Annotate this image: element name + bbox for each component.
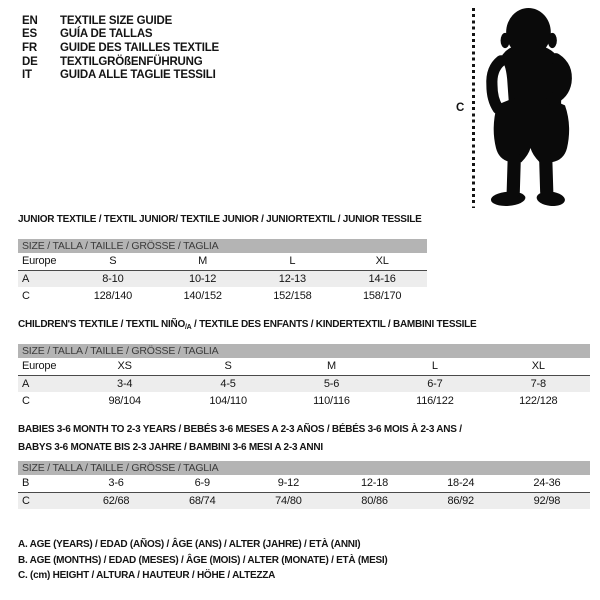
table-row-height (18, 492, 590, 509)
cell: S (176, 358, 279, 375)
cell: XS (73, 358, 176, 375)
size-header-row (18, 239, 427, 253)
language-row-en (22, 14, 219, 28)
title-text: JUNIOR TEXTILE / TEXTIL JUNIOR/ TEXTILE JUNIOR / JUNIORTEXTIL / JUNIOR TESSILE (18, 214, 422, 225)
cell: 74/80 (245, 492, 331, 509)
language-code: IT (22, 69, 32, 82)
cell: 3-6 (73, 475, 159, 492)
cell: 6-9 (159, 475, 245, 492)
language-row-de (22, 55, 219, 69)
junior-size-table (18, 239, 427, 304)
cell: 92/98 (504, 492, 590, 509)
babies-table-title (18, 423, 462, 458)
baby-silhouette-icon (482, 6, 580, 214)
table-row-height (18, 392, 590, 409)
children-size-table (18, 344, 590, 409)
cell: M (280, 358, 383, 375)
children-table-title (18, 318, 476, 336)
cell: 158/170 (362, 289, 402, 302)
cell: 14-16 (337, 270, 427, 287)
cell: 62/68 (73, 492, 159, 509)
junior-table-title (18, 213, 422, 231)
table-row-height (18, 287, 427, 304)
language-list (22, 14, 219, 82)
cell: 9-12 (245, 475, 331, 492)
language-row-fr (22, 41, 219, 55)
legend-note-b: B. AGE (MONTHS) / EDAD (MESES) / ÂGE (MOIS) / ALTER (MONATE) / ETÀ (MESI) (18, 554, 388, 566)
size-header-row (18, 344, 590, 358)
height-measure-label: C (456, 102, 465, 114)
title-text: CHILDREN'S TEXTILE / TEXTIL NIÑO (18, 319, 185, 330)
cell: S (68, 253, 158, 270)
cell: 68/74 (159, 492, 245, 509)
language-code: EN (22, 14, 38, 27)
row-label: A (18, 270, 68, 287)
language-code: DE (22, 55, 38, 68)
cell: 10-12 (158, 270, 248, 287)
table-row-europe (18, 358, 590, 375)
language-row-es (22, 28, 219, 42)
cell: 4-5 (176, 375, 279, 392)
cell: 5-6 (280, 375, 383, 392)
cell: XL (337, 253, 427, 270)
table-row-age (18, 270, 427, 287)
row-label: C (22, 289, 30, 302)
cell: L (248, 253, 338, 270)
row-label: Europe (18, 358, 73, 375)
size-header-row (18, 461, 590, 475)
cell: 3-4 (73, 375, 176, 392)
language-code: FR (22, 41, 37, 54)
cell: 116/122 (416, 394, 454, 407)
table-row-age-months (18, 475, 590, 492)
height-measure-dashed-line (472, 8, 475, 208)
cell: M (158, 253, 248, 270)
title-text: / TEXTILE DES ENFANTS / KINDERTEXTIL / BAMBINI TESSILE (191, 319, 477, 330)
cell: 98/104 (108, 394, 141, 407)
row-label: A (18, 375, 73, 392)
cell: 110/116 (313, 394, 350, 407)
legend-note-a: A. AGE (YEARS) / EDAD (AÑOS) / ÂGE (ANS) / ALTER (JAHRE) / ETÀ (ANNI) (18, 539, 361, 550)
cell: 12-13 (248, 270, 338, 287)
language-code: ES (22, 28, 37, 41)
cell: 80/86 (331, 492, 417, 509)
title-line (18, 441, 462, 459)
row-label: C (18, 492, 73, 509)
title-text: BABIES 3-6 MONTH TO 2-3 YEARS / BEBÉS 3-6 MESES A 2-3 AÑOS / BÉBÉS 3-6 MOIS À 2-3 ANS / (18, 424, 462, 435)
cell: 12-18 (331, 475, 417, 492)
cell: 128/140 (93, 289, 133, 302)
cell: XL (487, 358, 590, 375)
cell: 6-7 (383, 375, 486, 392)
cell: 7-8 (487, 375, 590, 392)
size-header-label: SIZE / TALLA / TAILLE / GRÖSSE / TAGLIA (18, 344, 590, 358)
size-header-label: SIZE / TALLA / TAILLE / GRÖSSE / TAGLIA (18, 461, 590, 475)
language-title: GUIDA ALLE TAGLIE TESSILI (60, 69, 216, 82)
cell: 104/110 (209, 394, 247, 407)
table-row-age (18, 375, 590, 392)
language-title: TEXTILE SIZE GUIDE (60, 14, 173, 27)
cell: 8-10 (68, 270, 158, 287)
title-subscript: /A (184, 324, 192, 331)
row-label: Europe (18, 253, 68, 270)
row-label: B (18, 475, 73, 492)
language-title: GUIDE DES TAILLES TEXTILE (60, 41, 219, 54)
legend-note-c: C. (cm) HEIGHT / ALTURA / HAUTEUR / HÖHE / ALTEZZA (18, 570, 276, 581)
cell: L (383, 358, 486, 375)
cell: 24-36 (504, 475, 590, 492)
title-text: BABYS 3-6 MONATE BIS 2-3 JAHRE / BAMBINI 3-6 MESI A 2-3 ANNI (18, 441, 323, 453)
cell: 122/128 (519, 394, 558, 407)
cell: 86/92 (418, 492, 504, 509)
size-header-label: SIZE / TALLA / TAILLE / GRÖSSE / TAGLIA (18, 239, 427, 253)
cell: 18-24 (418, 475, 504, 492)
language-title: GUÍA DE TALLAS (60, 28, 153, 41)
language-row-it (22, 68, 219, 82)
row-label: C (22, 394, 30, 407)
cell: 152/158 (273, 289, 312, 302)
title-line (18, 423, 462, 441)
cell: 140/152 (183, 289, 222, 302)
babies-size-table (18, 461, 590, 509)
language-title: TEXTILGRÖßENFÜHRUNG (60, 55, 203, 68)
table-row-europe (18, 253, 427, 270)
legend-notes (18, 537, 388, 584)
